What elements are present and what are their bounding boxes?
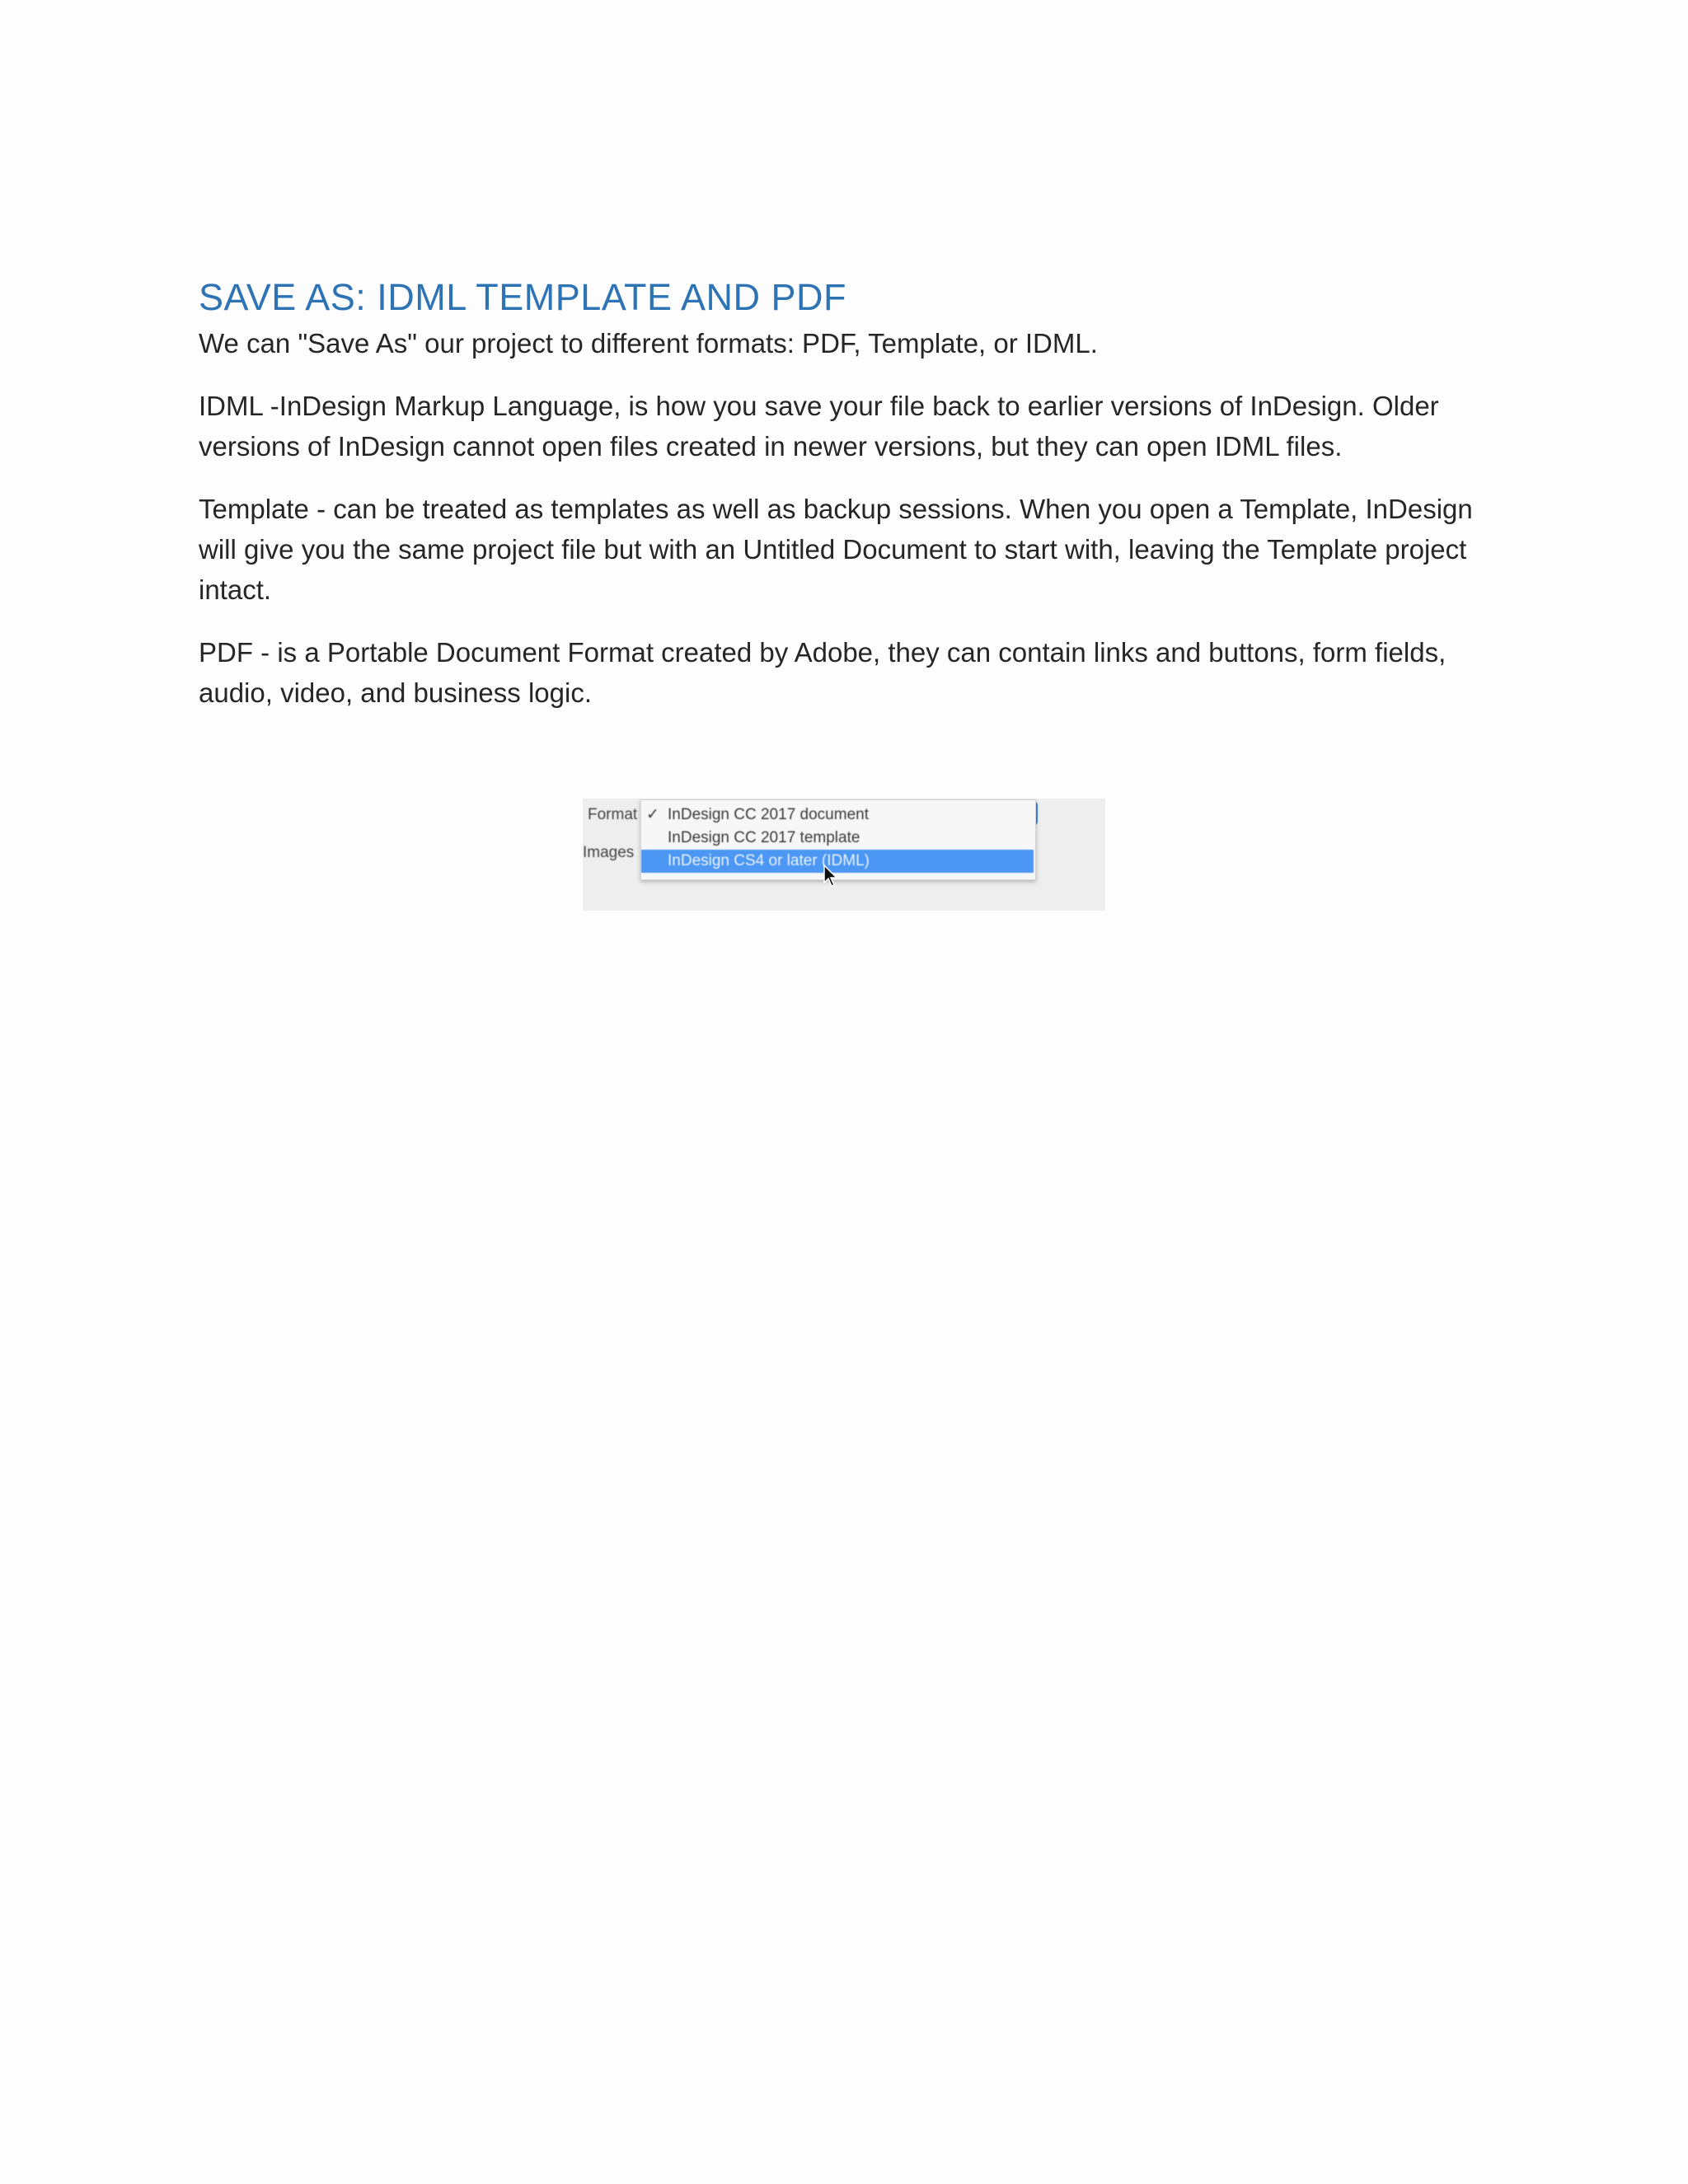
mouse-pointer-icon (823, 865, 841, 888)
images-label: Images (583, 844, 635, 861)
section-heading: SAVE AS: IDML TEMPLATE AND PDF (199, 276, 847, 318)
format-label: Format (588, 806, 638, 823)
format-menu-screenshot (583, 799, 1105, 911)
menu-item-document (641, 804, 1034, 827)
paragraph-intro: We can "Save As" our project to different formats: PDF, Template, or IDML. (199, 328, 1098, 359)
menu-item-label: InDesign CS4 or later (IDML) (668, 852, 870, 869)
paragraph-template: Template - can be treated as templates as well as backup sessions. When you open a Template, InDesign will give you the same project file but with an Untitled Document to start with, leaving the Template project intact. (199, 494, 1473, 605)
menu-item-label: InDesign CC 2017 document (668, 806, 869, 823)
menu-item-label: InDesign CC 2017 template (668, 829, 860, 846)
checkmark-icon: ✓ (646, 806, 659, 823)
paragraph-pdf: PDF - is a Portable Document Format created by Adobe, they can contain links and buttons, form fields, audio, video, and business logic. (199, 637, 1447, 708)
menu-item-template (641, 827, 1034, 850)
paragraph-idml: IDML -InDesign Markup Language, is how you save your file back to earlier versions of InDesign. Older versions of InDesign cannot open files created in newer versions, but they can open IDML files. (199, 391, 1439, 462)
document-body (199, 272, 1501, 735)
